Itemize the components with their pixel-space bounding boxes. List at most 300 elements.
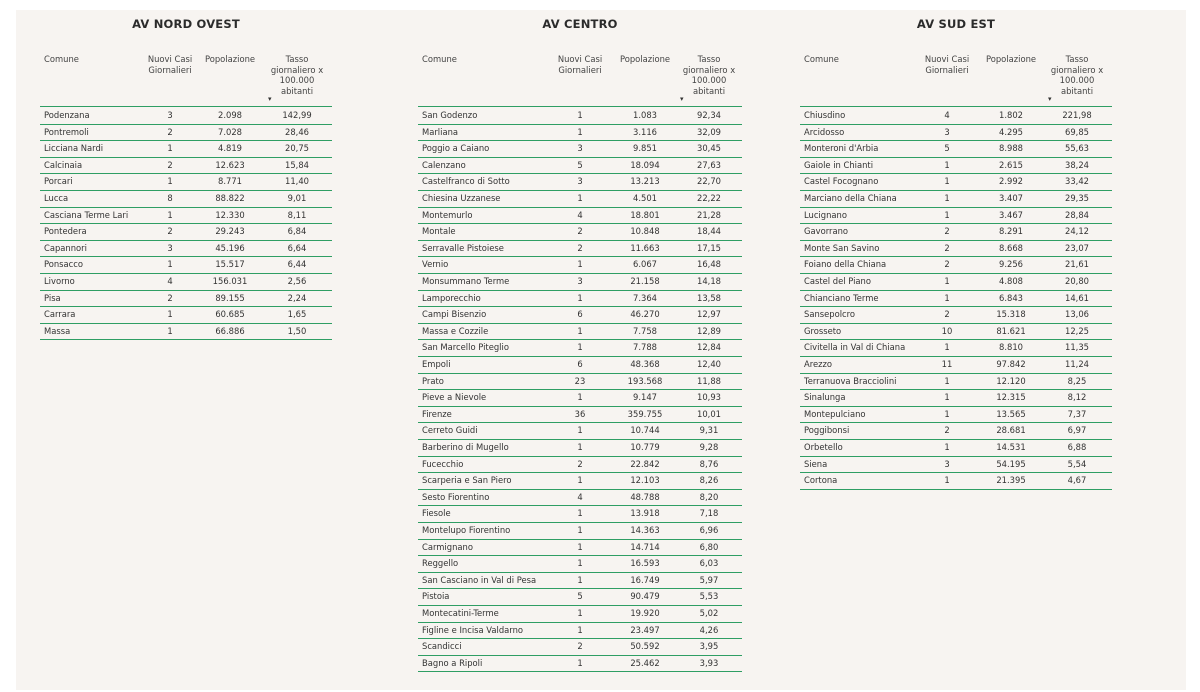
- cell-tasso: 12,89: [697, 325, 721, 336]
- cell-popolazione: 19.920: [630, 608, 660, 618]
- cell-nuovi-casi: 1: [167, 325, 173, 336]
- cell-comune: Livorno: [44, 276, 75, 286]
- region-title: AV SUD EST: [916, 17, 996, 31]
- cell-nuovi-casi: 1: [577, 657, 583, 668]
- cell-tasso: 9,01: [287, 193, 307, 203]
- cell-comune: Firenze: [422, 408, 452, 419]
- cell-comune: Monte San Savino: [804, 242, 880, 253]
- cell-tasso: 32,09: [697, 126, 721, 137]
- cell-tasso: 6,64: [287, 242, 307, 253]
- cell-popolazione: 12.623: [215, 159, 245, 170]
- cell-nuovi-casi: 1: [577, 259, 583, 270]
- table-row[interactable]: [418, 207, 742, 225]
- table-row[interactable]: [418, 124, 742, 142]
- table-row[interactable]: [800, 124, 1112, 142]
- cell-popolazione: 23.497: [630, 624, 660, 635]
- cell-tasso: 28,46: [285, 126, 309, 137]
- table-row[interactable]: [800, 190, 1112, 208]
- cell-tasso: 21,28: [697, 209, 721, 220]
- cell-popolazione: 97.842: [996, 359, 1026, 369]
- cell-tasso: 6,44: [287, 259, 307, 270]
- cell-comune: Lamporecchio: [422, 292, 481, 303]
- table-row[interactable]: [418, 572, 742, 590]
- header-nuovi-casi-line: Nuovi Casi: [147, 54, 193, 64]
- header-comune[interactable]: Comune: [44, 54, 79, 64]
- cell-tasso: 6,96: [699, 525, 719, 535]
- cell-comune: Montemurlo: [422, 209, 473, 220]
- table-row[interactable]: [40, 290, 332, 308]
- cell-nuovi-casi: 1: [577, 325, 583, 336]
- table-row[interactable]: [800, 273, 1112, 291]
- header-comune[interactable]: Comune: [804, 54, 839, 64]
- table-row[interactable]: [800, 406, 1112, 424]
- cell-popolazione: 6.067: [633, 259, 657, 270]
- table-row[interactable]: [40, 207, 332, 225]
- cell-nuovi-casi: 1: [577, 126, 583, 137]
- cell-nuovi-casi: 1: [577, 475, 583, 486]
- report-panel: [16, 10, 1186, 690]
- cell-tasso: 12,97: [697, 309, 721, 320]
- cell-comune: Massa e Cozzile: [422, 325, 489, 336]
- cell-tasso: 14,61: [1065, 292, 1089, 303]
- table-row[interactable]: [418, 505, 742, 523]
- cell-tasso: 8,11: [287, 209, 307, 220]
- table-row[interactable]: [418, 223, 742, 241]
- cell-comune: Vernio: [422, 259, 449, 270]
- cell-comune: Monteroni d'Arbia: [804, 143, 879, 154]
- table-row[interactable]: [800, 422, 1112, 440]
- table-row[interactable]: [418, 555, 742, 573]
- cell-nuovi-casi: 6: [577, 359, 583, 369]
- table-row[interactable]: [418, 588, 742, 606]
- cell-nuovi-casi: 1: [577, 541, 583, 552]
- table-row[interactable]: [800, 223, 1112, 241]
- cell-popolazione: 16.749: [630, 574, 660, 585]
- cell-nuovi-casi: 2: [944, 226, 950, 237]
- table-row[interactable]: [40, 323, 332, 341]
- cell-popolazione: 21.395: [996, 475, 1026, 486]
- cell-comune: Podenzana: [44, 110, 90, 120]
- cell-popolazione: 13.565: [996, 408, 1026, 419]
- cell-nuovi-casi: 1: [944, 375, 950, 386]
- cell-tasso: 92,34: [697, 110, 721, 120]
- cell-popolazione: 90.479: [630, 591, 660, 602]
- table-row[interactable]: [40, 173, 332, 191]
- cell-tasso: 14,18: [697, 276, 721, 286]
- cell-tasso: 8,76: [699, 458, 719, 469]
- table-row[interactable]: [418, 622, 742, 640]
- cell-nuovi-casi: 36: [574, 408, 586, 419]
- cell-popolazione: 4.819: [218, 143, 242, 154]
- cell-nuovi-casi: 1: [944, 276, 950, 286]
- cell-tasso: 5,54: [1067, 458, 1087, 469]
- cell-popolazione: 14.363: [630, 525, 660, 535]
- table-row[interactable]: [40, 107, 332, 125]
- header-tasso-line: giornaliero x: [1050, 64, 1104, 75]
- caret-down-icon[interactable]: ▾: [268, 95, 272, 103]
- table-row[interactable]: [418, 638, 742, 656]
- cell-comune: Lucignano: [804, 209, 847, 220]
- cell-tasso: 23,07: [1065, 242, 1089, 253]
- table-row[interactable]: [40, 306, 332, 324]
- cell-nuovi-casi: 2: [577, 242, 583, 253]
- table-row[interactable]: [800, 339, 1112, 357]
- cell-comune: Gavorrano: [804, 226, 849, 237]
- cell-nuovi-casi: 3: [167, 242, 173, 253]
- cell-popolazione: 7.364: [633, 292, 657, 303]
- cell-comune: Chianciano Terme: [804, 292, 879, 303]
- cell-popolazione: 6.843: [999, 292, 1023, 303]
- cell-popolazione: 89.155: [215, 292, 245, 303]
- table-row[interactable]: [418, 406, 742, 424]
- cell-popolazione: 15.318: [996, 309, 1026, 320]
- cell-comune: Monsummano Terme: [422, 276, 510, 286]
- table-row[interactable]: [418, 273, 742, 291]
- cell-comune: Prato: [422, 375, 444, 386]
- table-row[interactable]: [418, 605, 742, 623]
- cell-tasso: 12,84: [697, 342, 721, 353]
- cell-popolazione: 18.094: [630, 159, 660, 170]
- cell-tasso: 142,99: [282, 110, 312, 120]
- table-row[interactable]: [418, 190, 742, 208]
- cell-popolazione: 10.779: [630, 442, 660, 452]
- cell-popolazione: 1.802: [999, 110, 1023, 120]
- cell-popolazione: 88.822: [215, 193, 245, 203]
- cell-nuovi-casi: 1: [577, 525, 583, 535]
- cell-tasso: 11,88: [697, 375, 721, 386]
- cell-tasso: 27,63: [697, 159, 721, 170]
- cell-popolazione: 8.810: [999, 342, 1023, 353]
- table-row[interactable]: [40, 190, 332, 208]
- table-row[interactable]: [800, 240, 1112, 258]
- cell-tasso: 16,48: [697, 259, 721, 270]
- header-tasso[interactable]: [678, 54, 740, 96]
- cell-popolazione: 22.842: [630, 458, 660, 469]
- header-tasso-line: abitanti: [280, 85, 314, 96]
- cell-comune: Cortona: [804, 475, 838, 486]
- cell-nuovi-casi: 3: [944, 458, 950, 469]
- table-row[interactable]: [800, 472, 1112, 490]
- cell-nuovi-casi: 1: [944, 159, 950, 170]
- cell-comune: Casciana Terme Lari: [44, 209, 129, 220]
- cell-comune: Sinalunga: [804, 392, 846, 403]
- cell-nuovi-casi: 3: [167, 110, 173, 120]
- region-table: [418, 10, 742, 690]
- cell-popolazione: 2.615: [999, 159, 1023, 170]
- cell-comune: Pistoia: [422, 591, 450, 602]
- cell-nuovi-casi: 1: [944, 442, 950, 452]
- cell-nuovi-casi: 1: [577, 292, 583, 303]
- cell-tasso: 69,85: [1065, 126, 1089, 137]
- table-row[interactable]: [800, 157, 1112, 175]
- cell-comune: Montale: [422, 226, 456, 237]
- table-row[interactable]: [418, 157, 742, 175]
- cell-popolazione: 9.147: [633, 392, 657, 403]
- cell-tasso: 13,06: [1065, 309, 1089, 320]
- cell-tasso: 7,37: [1067, 408, 1087, 419]
- cell-comune: San Godenzo: [422, 110, 478, 120]
- cell-nuovi-casi: 3: [944, 126, 950, 137]
- table-row[interactable]: [800, 207, 1112, 225]
- cell-popolazione: 25.462: [630, 657, 660, 668]
- cell-nuovi-casi: 4: [167, 276, 173, 286]
- table-row[interactable]: [418, 655, 742, 673]
- cell-nuovi-casi: 1: [944, 408, 950, 419]
- region-title: AV NORD OVEST: [132, 17, 240, 31]
- table-row[interactable]: [800, 439, 1112, 457]
- cell-comune: Figline e Incisa Valdarno: [422, 624, 524, 635]
- cell-comune: Montepulciano: [804, 408, 866, 419]
- cell-tasso: 4,26: [699, 624, 719, 635]
- cell-tasso: 13,58: [697, 292, 721, 303]
- caret-down-icon[interactable]: ▾: [680, 95, 684, 103]
- cell-tasso: 1,50: [287, 325, 307, 336]
- table-row[interactable]: [418, 422, 742, 440]
- cell-comune: Capannori: [44, 242, 87, 253]
- header-tasso-line: Tasso: [1065, 54, 1089, 64]
- cell-nuovi-casi: 2: [167, 226, 173, 237]
- cell-comune: Poggibonsi: [804, 425, 850, 436]
- cell-tasso: 8,25: [1067, 375, 1087, 386]
- cell-tasso: 24,12: [1065, 226, 1089, 237]
- table-row[interactable]: [800, 373, 1112, 391]
- cell-popolazione: 45.196: [215, 242, 245, 253]
- cell-comune: Fucecchio: [422, 458, 464, 469]
- cell-popolazione: 15.517: [215, 259, 245, 270]
- table-row[interactable]: [800, 173, 1112, 191]
- cell-tasso: 6,80: [699, 541, 719, 552]
- cell-comune: Calcinaia: [44, 159, 83, 170]
- header-nuovi-casi[interactable]: [550, 54, 610, 75]
- cell-popolazione: 156.031: [212, 276, 248, 286]
- table-row[interactable]: [418, 173, 742, 191]
- cell-nuovi-casi: 2: [944, 242, 950, 253]
- cell-comune: Carrara: [44, 309, 76, 320]
- region-table: [40, 10, 332, 690]
- cell-popolazione: 66.886: [215, 325, 245, 336]
- cell-popolazione: 8.771: [218, 176, 242, 187]
- table-row[interactable]: [418, 140, 742, 158]
- cell-comune: Castel Focognano: [804, 176, 879, 187]
- table-row[interactable]: [800, 140, 1112, 158]
- table-row[interactable]: [800, 290, 1112, 308]
- table-row[interactable]: [418, 356, 742, 374]
- cell-comune: Bagno a Ripoli: [422, 657, 483, 668]
- table-row[interactable]: [800, 306, 1112, 324]
- cell-popolazione: 193.568: [627, 375, 663, 386]
- cell-tasso: 3,93: [699, 657, 719, 668]
- cell-comune: Porcari: [44, 176, 73, 187]
- cell-comune: Castel del Piano: [804, 276, 871, 286]
- cell-comune: Empoli: [422, 359, 451, 369]
- cell-nuovi-casi: 1: [167, 259, 173, 270]
- cell-tasso: 9,31: [699, 425, 719, 436]
- cell-nuovi-casi: 1: [577, 624, 583, 635]
- cell-nuovi-casi: 2: [167, 292, 173, 303]
- table-row[interactable]: [800, 256, 1112, 274]
- cell-tasso: 10,01: [697, 408, 721, 419]
- cell-tasso: 5,53: [699, 591, 719, 602]
- caret-down-icon[interactable]: ▾: [1048, 95, 1052, 103]
- table-row[interactable]: [800, 456, 1112, 474]
- cell-nuovi-casi: 2: [577, 458, 583, 469]
- table-row[interactable]: [800, 323, 1112, 341]
- cell-nuovi-casi: 1: [577, 392, 583, 403]
- cell-comune: Calenzano: [422, 159, 466, 170]
- cell-popolazione: 12.315: [996, 392, 1026, 403]
- cell-nuovi-casi: 1: [167, 143, 173, 154]
- table-row[interactable]: [418, 339, 742, 357]
- cell-nuovi-casi: 1: [944, 342, 950, 353]
- table-row[interactable]: [418, 290, 742, 308]
- table-row[interactable]: [40, 240, 332, 258]
- header-tasso-line: Tasso: [697, 54, 721, 64]
- cell-nuovi-casi: 4: [944, 110, 950, 120]
- cell-popolazione: 9.256: [999, 259, 1023, 270]
- header-popolazione[interactable]: Popolazione: [619, 54, 671, 64]
- cell-popolazione: 8.988: [999, 143, 1023, 154]
- cell-comune: Lucca: [44, 193, 69, 203]
- cell-tasso: 21,61: [1065, 259, 1089, 270]
- header-popolazione[interactable]: Popolazione: [985, 54, 1037, 64]
- cell-comune: Castelfranco di Sotto: [422, 176, 510, 187]
- cell-comune: Scandicci: [422, 641, 462, 652]
- table-row[interactable]: [418, 323, 742, 341]
- cell-comune: Gaiole in Chianti: [804, 159, 874, 170]
- cell-popolazione: 10.744: [630, 425, 660, 436]
- header-tasso-line: 100.000: [279, 75, 315, 85]
- cell-popolazione: 50.592: [630, 641, 660, 652]
- table-row[interactable]: [800, 356, 1112, 374]
- cell-comune: Pisa: [44, 292, 61, 303]
- cell-comune: Massa: [44, 325, 71, 336]
- cell-tasso: 55,63: [1065, 143, 1089, 154]
- table-row[interactable]: [40, 223, 332, 241]
- cell-popolazione: 81.621: [996, 325, 1026, 336]
- cell-popolazione: 359.755: [627, 408, 663, 419]
- header-tasso[interactable]: [1046, 54, 1108, 96]
- cell-nuovi-casi: 1: [577, 193, 583, 203]
- cell-comune: San Marcello Piteglio: [422, 342, 509, 353]
- cell-nuovi-casi: 1: [577, 342, 583, 353]
- cell-nuovi-casi: 3: [577, 143, 583, 154]
- cell-popolazione: 12.330: [215, 209, 245, 220]
- table-row[interactable]: [800, 107, 1112, 125]
- cell-popolazione: 4.808: [999, 276, 1023, 286]
- cell-popolazione: 2.992: [999, 176, 1023, 187]
- header-popolazione[interactable]: Popolazione: [204, 54, 256, 64]
- cell-popolazione: 3.467: [999, 209, 1023, 220]
- cell-tasso: 8,20: [699, 491, 719, 502]
- cell-comune: Reggello: [422, 558, 459, 569]
- cell-tasso: 12,40: [697, 359, 721, 369]
- cell-comune: Pontremoli: [44, 126, 89, 137]
- table-row[interactable]: [418, 240, 742, 258]
- table-row[interactable]: [418, 107, 742, 125]
- table-row[interactable]: [418, 522, 742, 540]
- cell-nuovi-casi: 1: [167, 209, 173, 220]
- header-nuovi-casi[interactable]: [918, 54, 976, 75]
- cell-comune: Chiusdino: [804, 110, 846, 120]
- header-comune[interactable]: Comune: [422, 54, 457, 64]
- cell-tasso: 22,22: [697, 193, 721, 203]
- cell-popolazione: 13.213: [630, 176, 660, 187]
- header-tasso-line: Tasso: [285, 54, 309, 64]
- cell-tasso: 20,75: [285, 143, 309, 154]
- table-row[interactable]: [40, 273, 332, 291]
- cell-nuovi-casi: 4: [577, 209, 583, 220]
- cell-nuovi-casi: 3: [577, 276, 583, 286]
- header-nuovi-casi-line: Nuovi Casi: [557, 54, 603, 64]
- cell-comune: Pontedera: [44, 226, 87, 237]
- cell-tasso: 30,45: [697, 143, 721, 154]
- cell-comune: Sansepolcro: [804, 309, 856, 320]
- cell-nuovi-casi: 2: [944, 309, 950, 320]
- cell-nuovi-casi: 2: [577, 226, 583, 237]
- cell-nuovi-casi: 1: [167, 176, 173, 187]
- cell-nuovi-casi: 1: [577, 574, 583, 585]
- header-nuovi-casi[interactable]: [142, 54, 198, 75]
- table-row[interactable]: [800, 389, 1112, 407]
- cell-nuovi-casi: 1: [944, 475, 950, 486]
- cell-tasso: 10,93: [697, 392, 721, 403]
- table-row[interactable]: [418, 489, 742, 507]
- cell-comune: Ponsacco: [44, 259, 84, 270]
- cell-tasso: 12,25: [1065, 325, 1089, 336]
- cell-popolazione: 11.663: [630, 242, 660, 253]
- cell-comune: Marciano della Chiana: [804, 193, 897, 203]
- cell-popolazione: 8.668: [999, 242, 1023, 253]
- table-row[interactable]: [418, 389, 742, 407]
- header-tasso[interactable]: [266, 54, 328, 96]
- cell-nuovi-casi: 1: [577, 425, 583, 436]
- cell-comune: Sesto Fiorentino: [422, 491, 490, 502]
- cell-popolazione: 12.103: [630, 475, 660, 486]
- cell-popolazione: 4.295: [999, 126, 1023, 137]
- table-row[interactable]: [40, 157, 332, 175]
- cell-nuovi-casi: 23: [574, 375, 586, 386]
- table-row[interactable]: [418, 456, 742, 474]
- cell-nuovi-casi: 1: [577, 558, 583, 569]
- cell-nuovi-casi: 2: [167, 159, 173, 170]
- cell-nuovi-casi: 1: [944, 292, 950, 303]
- cell-tasso: 7,18: [699, 508, 719, 519]
- cell-comune: Marliana: [422, 126, 459, 137]
- header-nuovi-casi-line: Giornalieri: [925, 64, 969, 75]
- table-row[interactable]: [418, 539, 742, 557]
- cell-nuovi-casi: 2: [167, 126, 173, 137]
- table-row[interactable]: [418, 439, 742, 457]
- table-row[interactable]: [418, 256, 742, 274]
- table-row[interactable]: [418, 472, 742, 490]
- cell-popolazione: 1.083: [633, 110, 657, 120]
- cell-tasso: 11,24: [1065, 359, 1089, 369]
- cell-tasso: 29,35: [1065, 193, 1089, 203]
- cell-nuovi-casi: 5: [577, 591, 583, 602]
- table-row[interactable]: [418, 373, 742, 391]
- cell-tasso: 20,80: [1065, 276, 1089, 286]
- header-nuovi-casi-line: Nuovi Casi: [924, 54, 970, 64]
- table-row[interactable]: [40, 124, 332, 142]
- table-row[interactable]: [418, 306, 742, 324]
- cell-nuovi-casi: 11: [941, 359, 953, 369]
- table-row[interactable]: [40, 256, 332, 274]
- header-tasso-line: abitanti: [692, 85, 726, 96]
- region-title: AV CENTRO: [542, 17, 618, 31]
- table-row[interactable]: [40, 140, 332, 158]
- cell-nuovi-casi: 1: [577, 608, 583, 618]
- cell-comune: Campi Bisenzio: [422, 309, 487, 320]
